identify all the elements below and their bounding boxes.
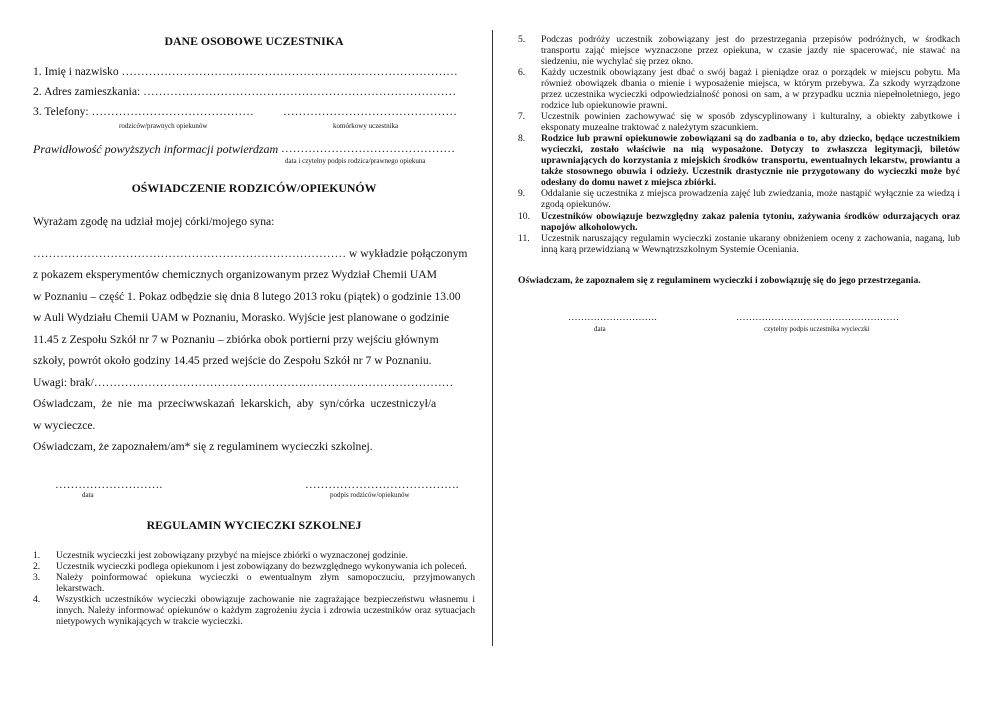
rule-item <box>518 133 960 188</box>
consent-line-11: Oświadczam, że zapoznałem/am* się z regulaminem wycieczki szkolnej. <box>33 440 373 454</box>
rules-heading: REGULAMIN WYCIECZKI SZKOLNEJ <box>146 517 362 532</box>
personal-data-heading: DANE OSOBOWE UCZESTNIKA <box>164 34 344 48</box>
rule-text: Podczas podróży uczestnik zobowiązany jest do przestrzegania przepisów podróżnych, w środkach transportu zająć miejsce wyznaczone przez opiekuna, w czasie jazdy nie spacerować, nie stawać na siedzeniu, nie wychylać się przez okno. <box>541 34 960 68</box>
field-name: 1. Imię i nazwisko …………………………………………………………………………… <box>33 65 458 79</box>
caption-mobile-phone: komórkowy uczestnika <box>333 121 399 130</box>
student-signature-line: …………………………………………… <box>736 311 900 323</box>
rule-number: 7. <box>518 111 526 123</box>
consent-date-caption: data <box>82 490 94 499</box>
rule-text: Każdy uczestnik obowiązany jest dbać o swój bagaż i pieniądze oraz o porządek w miejscu pobytu. Ma również obowiązek dbania o mienie i wyposażenie miejsca, w którym przebywa. Za szkody wyrządzone przez uczestnika wycieczki odpowiedzialność ponosi on sam, a w przypadku ucznia niepełnoletniego, jego rodzice lub opiekunowie prawni. <box>541 67 960 112</box>
consent-line-2: ……………………………………………………………………… w wykładzie połączonym <box>33 246 468 260</box>
rule-text: Rodzice lub prawni opiekunowie zobowiązani są do zadbania o to, aby dziecko, będące uczestnikiem wycieczki, zostało właściwie na nią wyposażone. Dotyczy to zwłaszcza legitymacji, biletów uprawniających do korzystania z miejskich środków transportu, ewentualnych lekarstw, prowiantu a także stosownego obuwia i odzieży. Uczestnik drastycznie nie przygotowany do wycieczki może być odesłany do domu nawet z miejsca zbiórki. <box>541 133 960 189</box>
consent-parent-signature-line: …………………………………. <box>305 477 459 491</box>
rule-item <box>518 188 960 210</box>
consent-line-10: w wycieczce. <box>33 418 96 432</box>
rule-number: 3. <box>33 571 41 583</box>
rule-number: 10. <box>518 210 530 222</box>
field-address: 2. Adres zamieszkania: ……………………………………………………………………… <box>33 85 457 99</box>
student-date-line: ………………………. <box>568 311 657 323</box>
consent-line-9: Oświadczam, że nie ma przeciwwskazań lekarskich, aby syn/córka uczestniczył/a <box>33 397 437 411</box>
rule-number: 11. <box>518 232 530 244</box>
rule-item <box>518 111 960 133</box>
rule-item <box>518 34 960 67</box>
field-phone-mobile: ……………………………………… <box>283 104 457 118</box>
confirm-signature-line: ……………………………………… <box>281 141 455 155</box>
consent-date-line: ………………………. <box>55 477 163 491</box>
left-column <box>33 34 475 627</box>
rule-text: Wszystkich uczestników wycieczki obowiązuje zachowanie nie zagrażające bezpieczeństwu własnemu i innych. Należy informować opiekunów o każdym zagrożeniu życia i zdrowia uczestników oraz sytuacjach nietypowych wynikających w trakcie wycieczki. <box>56 593 475 627</box>
consent-line-4: w Poznaniu – część 1. Pokaz odbędzie się dnia 8 lutego 2013 roku (piątek) o godzinie 13.00 <box>33 289 461 303</box>
right-column <box>518 34 960 338</box>
column-divider <box>492 30 493 646</box>
consent-line-5: w Auli Wydziału Chemii UAM w Poznaniu, Morasko. Wyjście jest planowane o godzinie <box>33 311 450 325</box>
consent-parent-signature-caption: podpis rodziców/opiekunów <box>330 490 410 499</box>
rule-number: 6. <box>518 67 526 79</box>
consent-line-1: Wyrażam zgodę na udział mojej córki/mojego syna: <box>33 215 275 229</box>
rule-item <box>33 572 475 594</box>
consent-heading: OŚWIADCZENIE RODZICÓW/OPIEKUNÓW <box>131 180 377 195</box>
rule-number: 9. <box>518 188 526 200</box>
rule-item <box>518 67 960 111</box>
rule-text: Uczestnik naruszający regulamin wycieczki zostanie ukarany obniżeniem oceny z zachowania, naganą, lub inną karą przewidzianą w Wewnątrzszkolnym Systemie Oceniania. <box>541 232 960 255</box>
field-phone-parents: 3. Telefony: …………………………………… <box>33 104 254 118</box>
consent-line-8: Uwagi: brak/………………………………………………………………………………… <box>33 375 454 389</box>
caption-parents-phone: rodziców/prawnych opiekunów <box>119 121 208 130</box>
rule-number: 4. <box>33 593 41 605</box>
rules-list-left <box>33 550 475 627</box>
rule-item <box>518 233 960 255</box>
rule-number: 8. <box>518 133 526 145</box>
rule-text: Należy poinformować opiekuna wycieczki o ewentualnym złym samopoczuciu, przyjmowanych lekarstwach. <box>56 571 475 594</box>
confirm-statement: Prawidłowość powyższych informacji potwierdzam <box>33 141 279 156</box>
caption-confirm: data i czytelny podpis rodzica/prawnego opiekuna <box>285 156 426 165</box>
rule-text: Uczestników obowiązuje bezwzględny zakaz palenia tytoniu, zażywania środków odurzających oraz napojów alkoholowych. <box>541 210 960 233</box>
rule-text: Uczestnik powinien zachowywać się w sposób zdyscyplinowany i kulturalny, a obiekty zabytkowe i eksponaty muzealne traktować z należytym szacunkiem. <box>541 111 960 134</box>
rules-list-right <box>518 34 960 255</box>
consent-line-6: 11.45 z Zespołu Szkół nr 7 w Poznaniu – zbiórka obok portierni przy wejściu głównym <box>33 332 439 346</box>
rule-item <box>33 594 475 627</box>
rule-number: 1. <box>33 549 41 561</box>
student-date-caption: data <box>594 324 606 333</box>
rule-text: Oddalanie się uczestnika z miejsca prowadzenia zajęć lub zwiedzania, może nastąpić wyłącznie za wiedzą i zgodą opiekunów. <box>541 188 960 211</box>
rule-text: Uczestnik wycieczki jest zobowiązany przybyć na miejsce zbiórki o wyznaczonej godzinie. <box>56 549 408 561</box>
rule-number: 2. <box>33 560 41 572</box>
rule-item <box>518 211 960 233</box>
rule-number: 5. <box>518 34 526 45</box>
consent-line-3: z pokazem eksperymentów chemicznych organizowanym przez Wydział Chemii UAM <box>33 268 437 282</box>
rule-item <box>33 561 475 572</box>
student-signature-caption: czytelny podpis uczestnika wycieczki <box>764 324 870 333</box>
student-declaration: Oświadczam, że zapoznałem się z regulaminem wycieczki i zobowiązuję się do jego przestrzegania. <box>518 274 921 286</box>
rule-text: Uczestnik wycieczki podlega opiekunom i jest zobowiązany do bezwzględnego wykonywania ich poleceń. <box>56 560 467 572</box>
consent-line-7: szkoły, powrót około godziny 14.45 przed wejście do Zespołu Szkół nr 7 w Poznaniu. <box>33 354 432 368</box>
rule-item <box>33 550 475 561</box>
